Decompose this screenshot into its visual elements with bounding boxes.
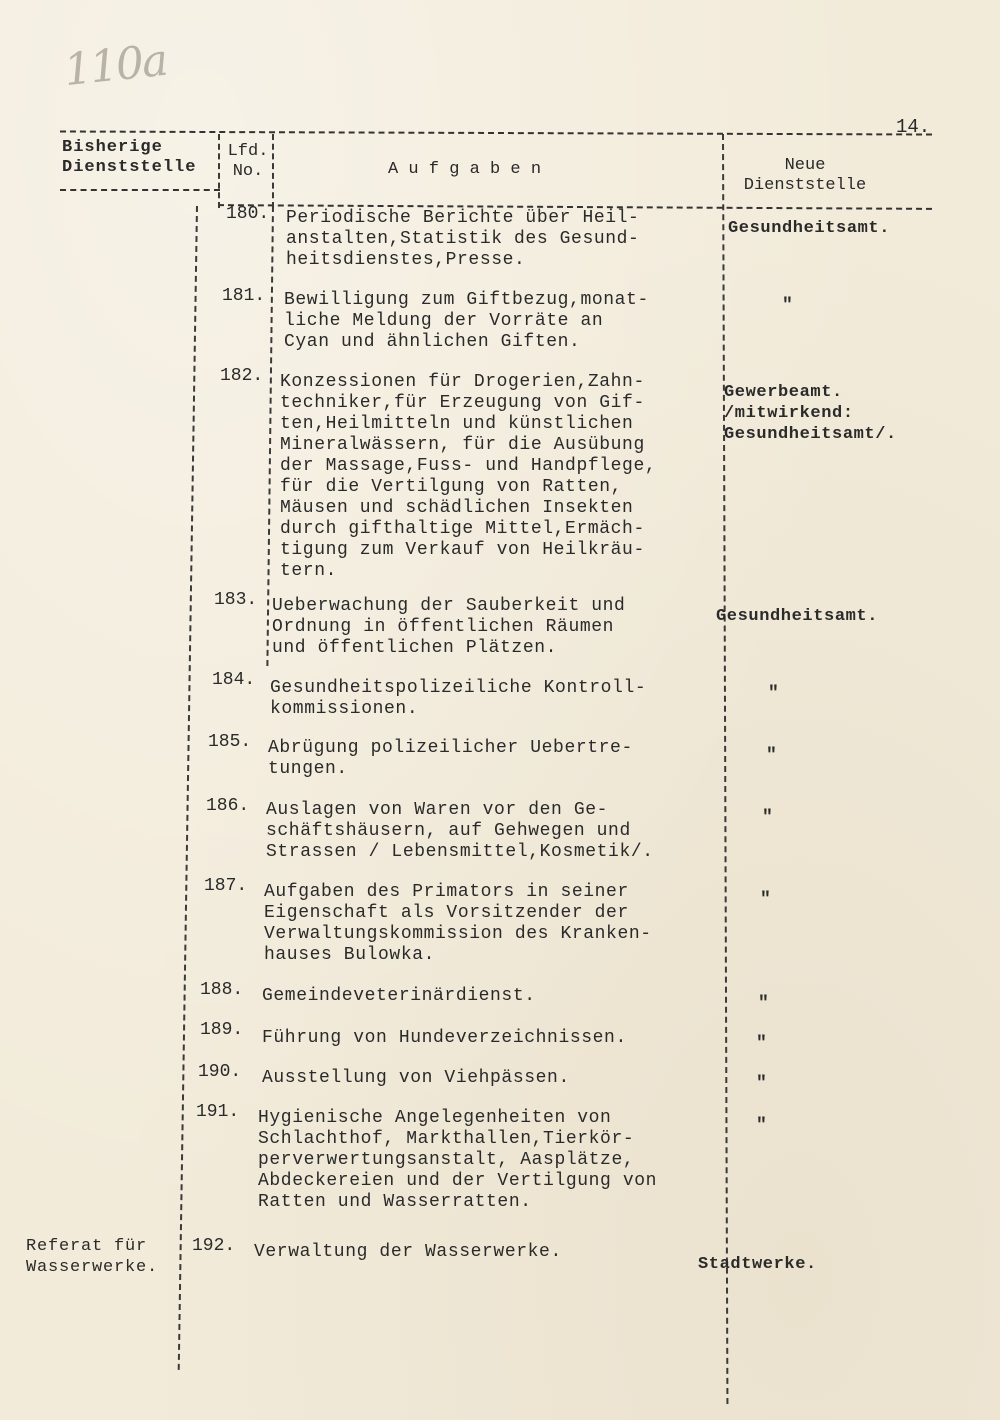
column-divider-1-body bbox=[178, 206, 198, 1370]
row-number: 186. bbox=[206, 796, 250, 816]
row-number: 180. bbox=[226, 204, 270, 224]
row-number: 183. bbox=[214, 590, 258, 610]
row-new-office: Gewerbeamt. /mitwirkend: Gesundheitsamt/. bbox=[724, 383, 897, 444]
page-number: 14. bbox=[896, 116, 931, 138]
column-divider-1 bbox=[218, 134, 220, 208]
header-bottom-rule-left bbox=[60, 189, 220, 191]
row-new-office-ditto: " bbox=[762, 808, 773, 828]
row-task: Aufgaben des Primators in seiner Eigenschaft als Vorsitzender der Verwaltungskommission des Kranken- hauses Bulowka. bbox=[264, 882, 652, 965]
row-number: 192. bbox=[192, 1236, 236, 1256]
table-top-rule bbox=[60, 130, 932, 135]
row-number: 185. bbox=[208, 732, 252, 752]
row-task: Bewilligung zum Giftbezug,monat- liche Meldung der Vorräte an Cyan und ähnlichen Giften. bbox=[284, 290, 649, 352]
row-task: Verwaltung der Wasserwerke. bbox=[254, 1242, 562, 1262]
header-tasks: A u f g a b e n bbox=[388, 160, 542, 179]
row-task: Periodische Berichte über Heil- anstalten,Statistik des Gesund- heitsdienstes,Presse. bbox=[286, 208, 640, 270]
row-previous-office: Referat für Wasserwerke. bbox=[26, 1237, 159, 1277]
row-new-office: Gesundheitsamt. bbox=[728, 219, 891, 238]
header-new-office: Neue Dienststelle bbox=[743, 156, 867, 195]
row-task: Hygienische Angelegenheiten von Schlachthof, Markthallen,Tierkör- perverwertungsanstalt, Aasplätze, Abdeckereien und der Vertilgung von Ratten und Wasserratten. bbox=[258, 1108, 658, 1212]
row-task: Führung von Hundeverzeichnissen. bbox=[262, 1028, 627, 1048]
row-task: Ausstellung von Viehpässen. bbox=[262, 1068, 570, 1088]
row-new-office-ditto: " bbox=[766, 746, 777, 766]
row-number: 181. bbox=[222, 286, 266, 306]
column-divider-2 bbox=[272, 134, 274, 208]
row-new-office-ditto: " bbox=[782, 296, 793, 316]
row-new-office-ditto: " bbox=[768, 684, 779, 704]
row-task: Konzessionen für Drogerien,Zahn- techniker,für Erzeugung von Gif- ten,Heilmitteln und künstlichen Mineralwässern, für die Ausübung der Massage,Fuss- und Handpflege, für die Vertilgung von Ratten, Mäusen und schädlichen Insekten durch gifthaltige Mittel,Ermäch- tigung zum Verkauf von Heilkräu- tern. bbox=[280, 372, 657, 581]
row-number: 188. bbox=[200, 980, 244, 1000]
row-number: 184. bbox=[212, 670, 256, 690]
row-new-office: Gesundheitsamt. bbox=[716, 607, 879, 626]
row-new-office: Stadtwerke. bbox=[698, 1255, 817, 1274]
row-new-office-ditto: " bbox=[756, 1034, 767, 1054]
row-task: Gesundheitspolizeiliche Kontroll- kommissionen. bbox=[270, 678, 647, 719]
row-task: Ueberwachung der Sauberkeit und Ordnung in öffentlichen Räumen und öffentlichen Plätzen. bbox=[272, 596, 626, 658]
row-new-office-ditto: " bbox=[756, 1074, 767, 1094]
column-divider-3 bbox=[722, 134, 728, 1404]
row-new-office-ditto: " bbox=[760, 890, 771, 910]
header-previous-office: Bisherige Dienststelle bbox=[62, 138, 197, 177]
handwritten-page-number: 110a bbox=[61, 34, 169, 97]
header-number: Lfd. No. bbox=[227, 142, 269, 181]
row-number: 182. bbox=[220, 366, 264, 386]
row-new-office-ditto: " bbox=[758, 994, 769, 1014]
row-task: Auslagen von Waren vor den Ge- schäftshäusern, auf Gehwegen und Strassen / Lebensmittel,Kosmetik/. bbox=[266, 800, 654, 862]
row-new-office-ditto: " bbox=[756, 1116, 767, 1136]
row-task: Abrügung polizeilicher Uebertre- tungen. bbox=[268, 738, 633, 779]
row-number: 190. bbox=[198, 1062, 242, 1082]
row-number: 187. bbox=[204, 876, 248, 896]
row-number: 191. bbox=[196, 1102, 240, 1122]
row-task: Gemeindeveterinärdienst. bbox=[262, 986, 536, 1006]
row-number: 189. bbox=[200, 1020, 244, 1040]
